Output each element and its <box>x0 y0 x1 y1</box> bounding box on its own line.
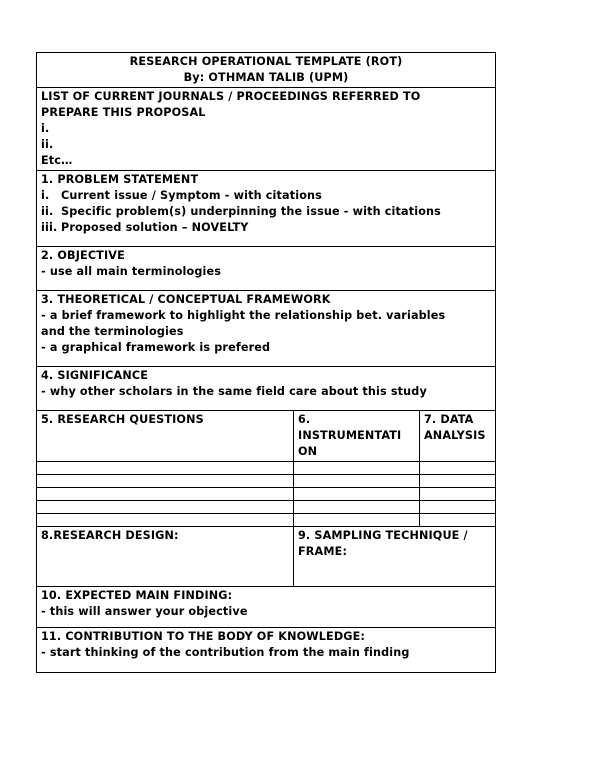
problem-row <box>37 171 496 247</box>
table-row <box>37 514 496 527</box>
contribution-cell <box>37 628 496 673</box>
empty-cell <box>294 475 420 488</box>
journals-item: Etc… <box>41 154 73 167</box>
framework-row <box>37 291 496 367</box>
data-analysis-header: 7. DATA ANALYSIS <box>420 411 496 462</box>
header-row <box>37 53 496 88</box>
table-row <box>37 462 496 475</box>
empty-cell <box>37 475 294 488</box>
finding-cell <box>37 587 496 628</box>
empty-cell <box>420 475 496 488</box>
significance-heading: 4. SIGNIFICANCE <box>41 369 148 382</box>
empty-cell <box>294 501 420 514</box>
journals-heading-line1: LIST OF CURRENT JOURNALS / PROCEEDINGS REFERRED TO <box>41 90 421 103</box>
problem-item: i. Current issue / Symptom - with citations <box>41 189 322 202</box>
contribution-row <box>37 628 496 673</box>
objective-heading: 2. OBJECTIVE <box>41 249 125 262</box>
empty-cell <box>37 462 294 475</box>
problem-item: iii. Proposed solution – NOVELTY <box>41 221 249 234</box>
contribution-text: - start thinking of the contribution from the main finding <box>41 646 410 659</box>
journals-item: ii. <box>41 138 54 151</box>
empty-cell <box>37 501 294 514</box>
journals-row <box>37 88 496 171</box>
header-cell <box>37 53 496 88</box>
research-questions-header: 5. RESEARCH QUESTIONS <box>37 411 294 462</box>
objective-text: - use all main terminologies <box>41 265 222 278</box>
significance-cell <box>37 367 496 411</box>
empty-cell <box>294 514 420 527</box>
instrumentation-header: 6. INSTRUMENTATI ON <box>294 411 420 462</box>
research-design-cell: 8.RESEARCH DESIGN: <box>37 527 294 587</box>
empty-cell <box>420 488 496 501</box>
objective-row <box>37 247 496 291</box>
journals-heading-line2: PREPARE THIS PROPOSAL <box>41 106 206 119</box>
empty-cell <box>420 462 496 475</box>
contribution-heading: 11. CONTRIBUTION TO THE BODY OF KNOWLEDGE: <box>41 630 366 643</box>
rot-table <box>36 52 496 673</box>
rot-template <box>36 52 495 673</box>
problem-cell <box>37 171 496 247</box>
table-row <box>37 488 496 501</box>
empty-cell <box>420 514 496 527</box>
sampling-cell: 9. SAMPLING TECHNIQUE / FRAME: <box>294 527 496 587</box>
empty-cell <box>37 488 294 501</box>
template-author: By: OTHMAN TALIB (UPM) <box>183 71 349 84</box>
problem-item: ii. Specific problem(s) underpinning the issue - with citations <box>41 205 441 218</box>
finding-row <box>37 587 496 628</box>
significance-text: - why other scholars in the same field care about this study <box>41 385 427 398</box>
significance-row <box>37 367 496 411</box>
framework-cell <box>37 291 496 367</box>
empty-cell <box>294 488 420 501</box>
finding-heading: 10. EXPECTED MAIN FINDING: <box>41 589 233 602</box>
design-row <box>37 527 496 587</box>
table-row <box>37 475 496 488</box>
journals-cell <box>37 88 496 171</box>
empty-cell <box>294 462 420 475</box>
objective-cell <box>37 247 496 291</box>
questions-header-row <box>37 411 496 462</box>
empty-cell <box>37 514 294 527</box>
framework-text: - a graphical framework is prefered <box>41 341 271 354</box>
framework-text: - a brief framework to highlight the relationship bet. variables <box>41 309 446 322</box>
framework-text: and the terminologies <box>41 325 184 338</box>
table-row <box>37 501 496 514</box>
template-title: RESEARCH OPERATIONAL TEMPLATE (ROT) <box>129 55 403 68</box>
problem-heading: 1. PROBLEM STATEMENT <box>41 173 199 186</box>
empty-cell <box>420 501 496 514</box>
journals-item: i. <box>41 122 50 135</box>
finding-text: - this will answer your objective <box>41 605 248 618</box>
framework-heading: 3. THEORETICAL / CONCEPTUAL FRAMEWORK <box>41 293 331 306</box>
